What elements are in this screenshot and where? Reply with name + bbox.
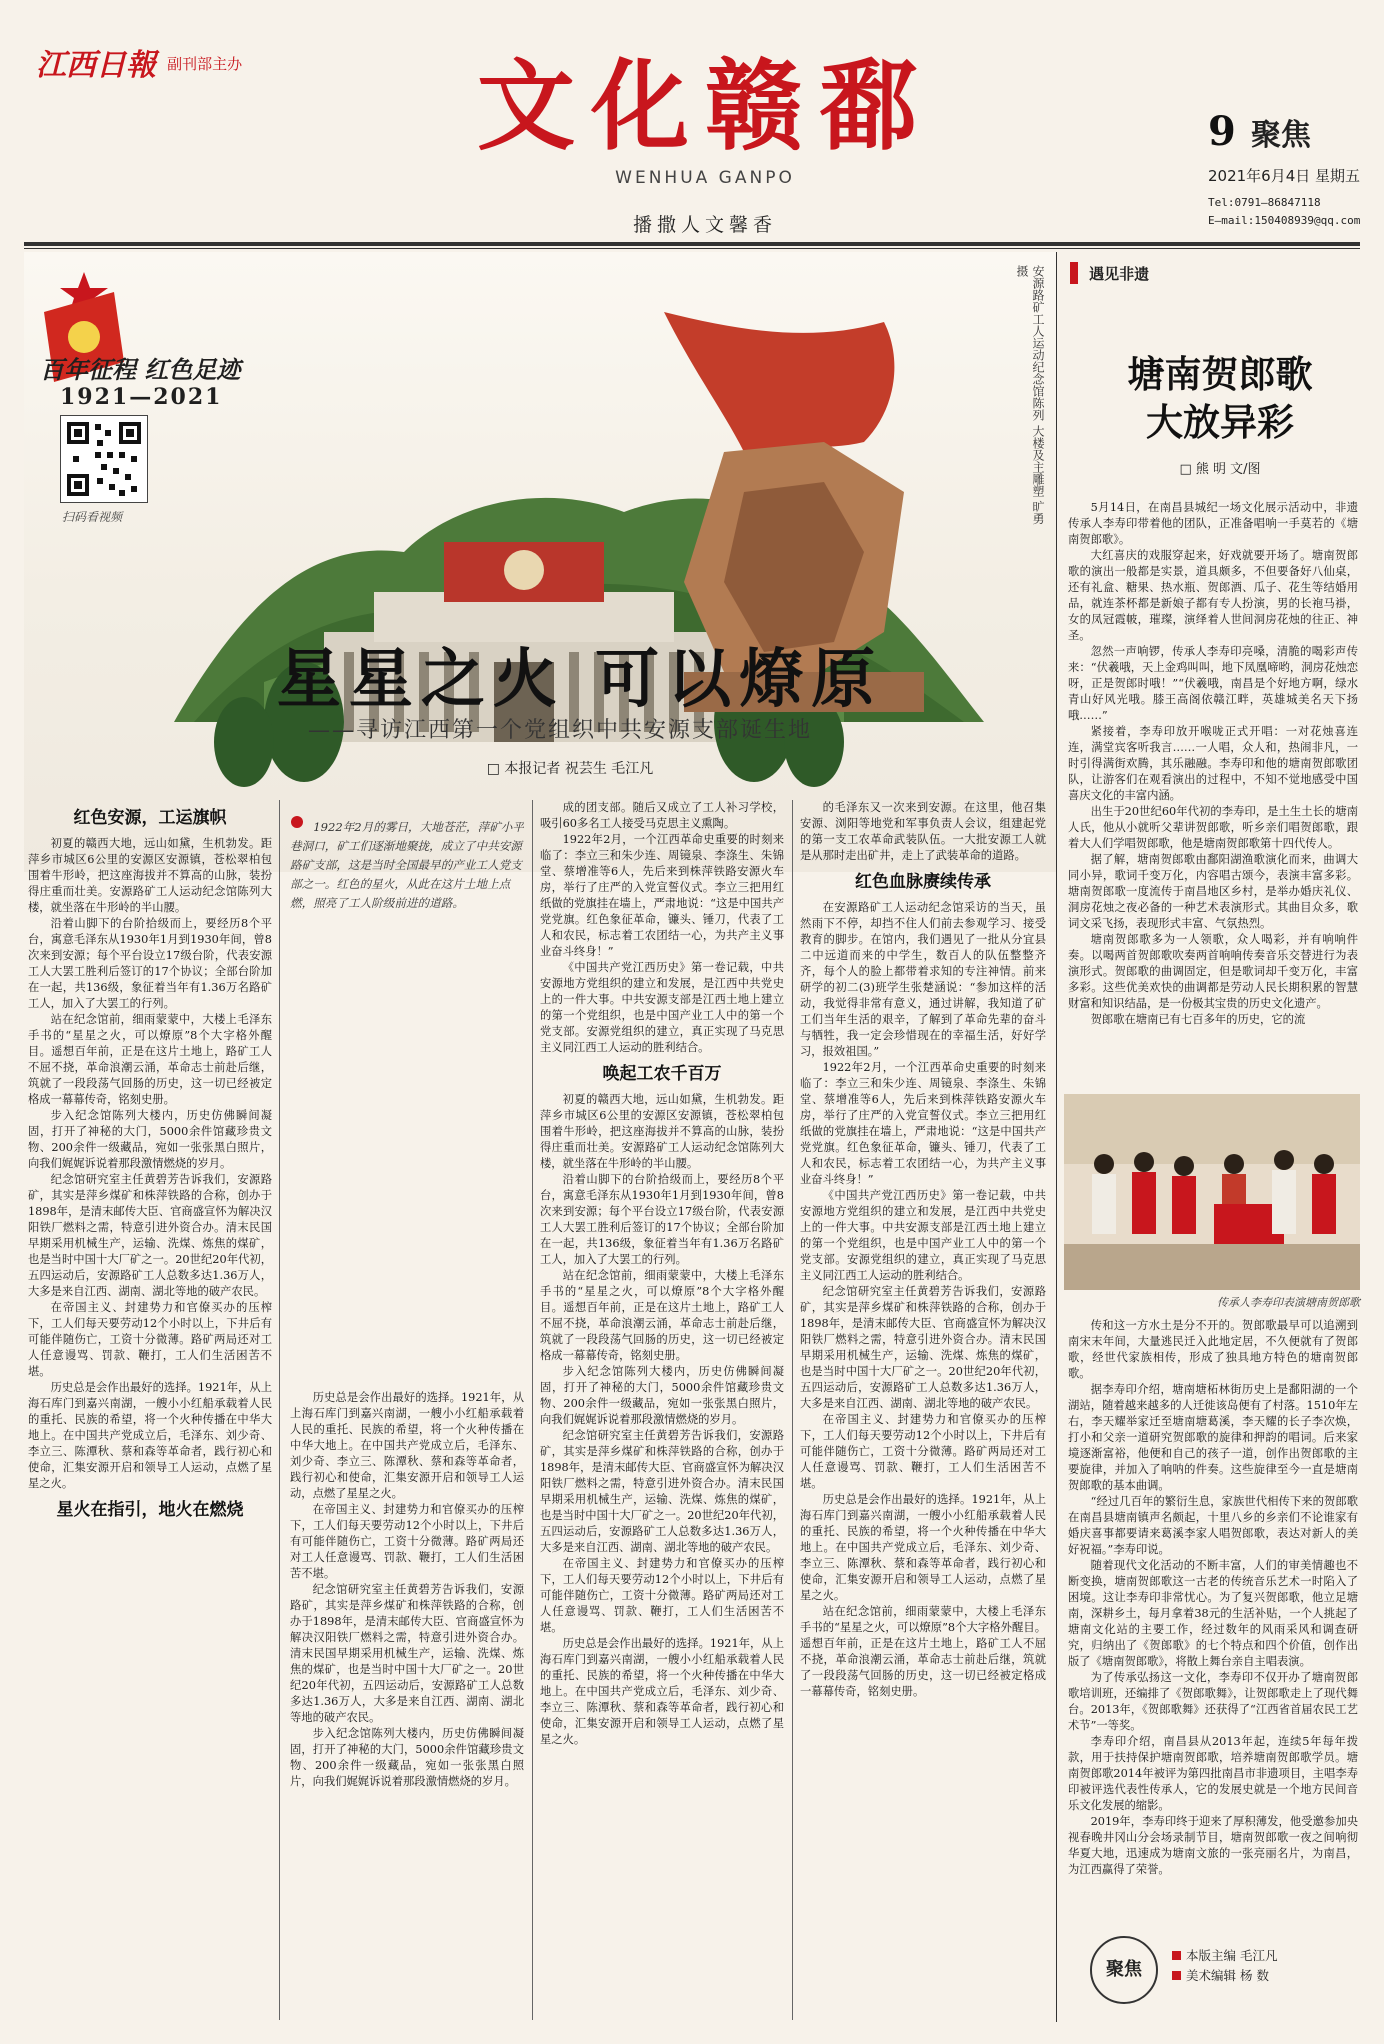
paragraph: 大红喜庆的戏服穿起来，好戏就要开场了。塘南贺郎歌的演出一般都是实景，道具颇多，不但要备好八仙桌，还有礼盒、糖果、热水瓶、贺郎酒、瓜子、花生等结婚用品，就连茶杯都是新娘子都有专人扮演，男的长袍马褂，女的凤冠霞帔，璀璨，演绎着人世间洞房花烛的往正、神圣。 — [1068, 549, 1358, 642]
article-callout: 1922年2月的雾日，大地苍茫，萍矿小平巷洞口，矿工们逐渐地聚拢，成立了中共安源路矿支部，这是当时全国最早的产业工人党支部之一。红色的星火，从此在这片土地上点燃，照亮了工人阶级前进的道路。 — [290, 820, 524, 910]
column-divider — [279, 800, 280, 2020]
contact-tel: Tel:0791—86847118 — [1208, 196, 1321, 209]
paragraph: 1922年2月，一个江西革命史重要的时刻来临了：李立三和朱少连、周镜泉、李涤生、朱锦堂、蔡增准等6人，先后来到株萍铁路安源火车房，举行了庄严的入党宣誓仪式。李立三把用红纸做的党旗挂在墙上，严肃地说：“这是中国共产党党旗。红色象征革命，镰头、锤刀，代表了工人和农民，标志着工农团结一心，为共产主义事业奋斗终身！” — [800, 1061, 1046, 1186]
paragraph: 成的团支部。随后又成立了工人补习学校，吸引60多名工人接受马克思主义熏陶。 — [540, 801, 784, 830]
paragraph: 沿着山脚下的台阶拾级而上，要经历8个平台，寓意毛泽东从1930年1月到1930年间，曾8次来到安源；每个平台设立17级台阶，代表安源工人大罢工胜利后签订的17个协议；全部台阶加在一起，共136级，象征着当年有1.36万名路矿工人，加入了大罢工的行列。 — [540, 1173, 784, 1266]
column-divider — [792, 800, 793, 2020]
paragraph: 5月14日，在南昌县城纪一场文化展示活动中，非遗传承人李寿印带着他的团队，正准备唱响一手莫若的《塘南贺郎歌》。 — [1068, 501, 1358, 546]
designer-name: 杨 数 — [1240, 1968, 1269, 1983]
sidebar-title-line: 塘南贺郎歌 — [1127, 352, 1313, 396]
article-column-3 — [540, 800, 784, 2020]
article-byline: □ 本报记者 祝芸生 毛江凡 — [486, 761, 654, 777]
paragraph: 初夏的赣西大地，远山如黛，生机勃发。距萍乡市城区6公里的安源区安源镇，苍松翠柏包围着牛形岭，把这座海拔并不算高的山脉，装扮得庄重而壮美。安源路矿工人运动纪念馆陈列大楼，就坐落在牛形岭的半山腰。 — [28, 837, 272, 914]
article-column-1 — [28, 800, 272, 2020]
section-title: 文化赣鄱 — [476, 49, 933, 164]
paragraph: 历史总是会作出最好的选择。1921年，从上海石库门到嘉兴南湖，一艘小小红船承载着人民的重托、民族的希望，将一个火种传播在中华大地上。在中国共产党成立后，毛泽东、刘少奇、李立三、陈潭秋、蔡和森等革命者，践行初心和使命，汇集安源开启和领导工人运动，点燃了星星之火。 — [540, 1637, 784, 1746]
section-slogan: 播撒人文馨香 — [632, 214, 777, 236]
paragraph: 在帝国主义、封建势力和官僚买办的压榨下，工人们每天要劳动12个小时以上，下井后有可能伴随伤亡，工资十分微薄。路矿两局还对工人任意谩骂、罚款、鞭打，工人们生活困苦不堪。 — [800, 1413, 1046, 1490]
paragraph: 贺郎歌在塘南已有七百多年的历史，它的流 — [1090, 1013, 1306, 1026]
quote-icon — [290, 815, 304, 829]
column-divider — [532, 800, 533, 2020]
sidebar-column-top — [1068, 500, 1358, 1085]
paragraph: 历史总是会作出最好的选择。1921年，从上海石库门到嘉兴南湖，一艘小小红船承载着人民的重托、民族的希望，将一个火种传播在中华大地上。在中国共产党成立后，毛泽东、刘少奇、李立三、陈潭秋、蔡和森等革命者，践行初心和使命，汇集安源开启和领导工人运动，点燃了星星之火。 — [800, 1493, 1046, 1602]
section-heading: 星火在指引，地火在燃烧 — [56, 1500, 244, 1520]
qr-code[interactable] — [60, 415, 148, 503]
sidebar-byline: □ 熊 明 文/图 — [1179, 462, 1261, 477]
paragraph: 紧接着，李寿印放开喉咙正式开唱：一对花烛喜连连，满堂宾客听我言……一人唱，众人和，热闹非凡，一时引得满街欢腾，其乐融融。李寿印和他的塘南贺郎歌团队，让游客们在观看演出的过程中，不知不觉地感受中国喜庆文化的丰富内涵。 — [1068, 725, 1358, 802]
sidebar-divider — [1056, 252, 1057, 2022]
paragraph: 沿着山脚下的台阶拾级而上，要经历8个平台，寓意毛泽东从1930年1月到1930年间，曾8次来到安源；每个平台设立17级台阶，代表安源工人大罢工胜利后签订的17个协议；全部台阶加在一起，共136级，象征着当年有1.36万名路矿工人，加入了大罢工的行列。 — [28, 917, 272, 1010]
article-column-2 — [290, 1390, 524, 2020]
masthead-right — [1208, 108, 1378, 230]
masthead-rule-thin — [24, 248, 1360, 249]
paragraph: 传和这一方水土是分不开的。贺郎歌最早可以追溯到南宋末年间，大量逃民迁入此地定居，不久便就有了贺郎歌，经世代家族相传，形成了独具地方特色的塘南贺郎歌。 — [1068, 1319, 1358, 1380]
hero-illustration — [24, 252, 1056, 872]
article-subheadline: ——寻访江西第一个党组织中共安源支部诞生地 — [307, 718, 812, 743]
paragraph: 据李寿印介绍，塘南塘柘林街历史上是鄱阳湖的一个湖站，随着越来越多的人迁徙该岛便有了村落。1510年左右，李天耀举家迁至塘南塘葛溪，李天耀的长子李次焕，打小和父亲一道研究贺郎歌的旋律和押韵的唱词。后来家境逐渐富裕，他便和自己的孩子一道，创作出贺郎歌的主要旋律，并加入了响呐的件奏。这些旋律至今一直是塘南贺郎歌的基本曲调。 — [1068, 1383, 1358, 1492]
sidebar-photo — [1064, 1094, 1360, 1290]
paragraph: 步入纪念馆陈列大楼内，历史仿佛瞬间凝固，打开了神秘的大门，5000余件馆藏珍贵文物、200余件一级藏品，宛如一张张黑白照片，向我们娓娓诉说着那段激情燃烧的岁月。 — [290, 1727, 524, 1788]
paragraph: 在安源路矿工人运动纪念馆采访的当天，虽然雨下不停，却挡不住人们前去参观学习、接受教育的脚步。在馆内，我们遇见了一批从分宜县二中远道而来的中学生，数百人的队伍整整齐齐，每个人的脸上都带着求知的专注神情。前来研学的初二(3)班学生张楚涵说：“参加这样的活动，我觉得非常有意义，通过讲解，我知道了矿工们当年生活的艰辛，了解到了革命先辈的奋斗与牺牲，我一定会珍惜现在的幸福生活，好好学习，报效祖国。” — [800, 901, 1046, 1058]
paragraph: 的毛泽东又一次来到安源。在这里，他召集安源、浏阳等地党和军事负责人会议，组建起党的第一支工农革命武装队伍。一大批安源工人就是从那时走出矿井，走上了武装革命的道路。 — [800, 801, 1046, 862]
paragraph: 1922年2月，一个江西革命史重要的时刻来临了：李立三和朱少连、周镜泉、李涤生、朱锦堂、蔡增准等6人，先后来到株萍铁路安源火车房，举行了庄严的入党宣誓仪式。李立三把用红纸做的党旗挂在墙上，严肃地说：“这是中国共产党党旗。红色象征革命，镰头、锤刀，代表了工人和农民，标志着工农团结一心，为共产主义事业奋斗终身！” — [540, 833, 784, 958]
photo-caption: 安源路矿工人运动纪念馆陈列 大楼及主雕塑 旷勇 摄 — [1015, 265, 1045, 525]
editor-name: 毛江凡 — [1240, 1948, 1278, 1963]
paragraph: 在帝国主义、封建势力和官僚买办的压榨下，工人们每天要劳动12个小时以上，下井后有可能伴随伤亡，工资十分微薄。路矿两局还对工人任意谩骂、罚款、鞭打，工人们生活困苦不堪。 — [290, 1503, 524, 1580]
paragraph: 李寿印介绍，南昌县从2013年起，连续5年每年拨款，用于扶持保护塘南贺郎歌，培养塘南贺郎歌学员。塘南贺郎歌2014年被评为第四批南昌市非遗项目，主唱李寿印被评选代表性传承人，它的发展史就是一个地方民间音乐文化发展的缩影。 — [1068, 1735, 1358, 1812]
paragraph: 忽然一声响锣，传承人李寿印亮嗓，清脆的喝彩声传来：“伏羲哦，天上金鸡叫叫，地下凤凰啼哟，洞房花烛恋呀，正是贺郎时哦！”“伏羲哦，南昌是个好地方啊，绿水青山好风光哦。膝王高阁依赣江畔，英雄城美名天下扬哦……” — [1068, 645, 1358, 722]
section-heading: 红色安源，工运旗帜 — [73, 808, 227, 828]
paper-logo: 江西日報 — [36, 48, 156, 83]
paragraph: 在帝国主义、封建势力和官僚买办的压榨下，工人们每天要劳动12个小时以上，下井后有可能伴随伤亡，工资十分微薄。路矿两局还对工人任意谩骂、罚款、鞭打，工人们生活困苦不堪。 — [540, 1557, 784, 1634]
series-years: 1921—2021 — [60, 384, 223, 410]
paragraph: 纪念馆研究室主任黄碧芳告诉我们，安源路矿，其实是萍乡煤矿和株萍铁路的合称，创办于1898年，是清末邮传大臣、官商盛宣怀为解决汉阳铁厂燃料之需，特意引进外资合办。清末民国早期采用机械生产，运输、洗煤、炼焦的煤矿，也是当时中国十大厂矿之一。20世纪20年代初，五四运动后，安源路矿工人总数多达1.36万人，大多是来自江西、湖南、湖北等地的破产农民。 — [28, 1173, 272, 1298]
performance-photo — [1064, 1094, 1360, 1290]
series-title: 百年征程 红色足迹 — [40, 355, 241, 384]
paragraph: 出生于20世纪60年代初的李寿印，是土生土长的塘南人氏，他从小就听父辈讲贺郎歌，听乡亲们唱贺郎歌，跟着大人们学唱贺郎歌，他是塘南贺郎歌第十四代传人。 — [1068, 805, 1358, 850]
qr-caption: 扫码看视频 — [62, 510, 123, 524]
issue-date: 2021年6月4日 星期五 — [1208, 167, 1361, 185]
section-heading: 唤起工农千百万 — [602, 1064, 722, 1084]
paragraph: 站在纪念馆前，细雨蒙蒙中，大楼上毛泽东手书的“星星之火，可以燎原”8个大字格外醒目。遥想百年前，正是在这片土地上，路矿工人不屈不挠，革命浪潮云涌，革命志士前赴后继，筑就了一段段荡气回肠的历史，这一切已经被定格成一幕幕传奇，铭刻史册。 — [540, 1269, 784, 1362]
paragraph: 步入纪念馆陈列大楼内，历史仿佛瞬间凝固，打开了神秘的大门，5000余件馆藏珍贵文物、200余件一级藏品，宛如一张张黑白照片，向我们娓娓诉说着那段激情燃烧的岁月。 — [28, 1109, 272, 1170]
paragraph: “经过几百年的繁衍生息，家族世代相传下来的贺郎歌在南昌县塘南镇声名颇起，十里八乡的乡亲们不论谁家有婚庆喜事都要请来葛溪李家人唱贺郎歌，表达对新人的美好祝福。”李寿印说。 — [1068, 1495, 1358, 1556]
paragraph: 站在纪念馆前，细雨蒙蒙中，大楼上毛泽东手书的“星星之火，可以燎原”8个大字格外醒目。遥想百年前，正是在这片土地上，路矿工人不屈不挠，革命浪潮云涌，革命志士前赴后继，筑就了一段段荡气回肠的历史，这一切已经被定格成一幕幕传奇，铭刻史册。 — [28, 1013, 272, 1106]
paragraph: 纪念馆研究室主任黄碧芳告诉我们，安源路矿，其实是萍乡煤矿和株萍铁路的合称，创办于1898年，是清末邮传大臣、官商盛宣怀为解决汉阳铁厂燃料之需，特意引进外资合办。清末民国早期采用机械生产，运输、洗煤、炼焦的煤矿，也是当时中国十大厂矿之一。20世纪20年代初，五四运动后，安源路矿工人总数多达1.36万人，大多是来自江西、湖南、湖北等地的破产农民。 — [290, 1583, 524, 1724]
paragraph: 《中国共产党江西历史》第一卷记载，中共安源地方党组织的建立和发展，是江西中共党史上的一件大事。中共安源支部是江西土地上建立的第一个党组织，也是中国产业工人中的第一个党支部。安源党组织的建立，真正实现了马克思主义同江西工人运动的胜利结合。 — [540, 961, 784, 1054]
article-headline: 星星之火 可以燎原 — [276, 642, 884, 717]
paper-subtitle: 副刊部主办 — [167, 55, 243, 73]
sidebar-title — [1080, 350, 1360, 446]
paragraph: 《中国共产党江西历史》第一卷记载，中共安源地方党组织的建立和发展，是江西中共党史上的一件大事。中共安源支部是江西土地上建立的第一个党组织，也是中国产业工人中的第一个党支部。安源党组织的建立，真正实现了马克思主义同江西工人运动的胜利结合。 — [800, 1189, 1046, 1282]
sidebar-photo-caption: 传承人李寿印表演塘南贺郎歌 — [1217, 1296, 1360, 1309]
paragraph: 步入纪念馆陈列大楼内，历史仿佛瞬间凝固，打开了神秘的大门，5000余件馆藏珍贵文物、200余件一级藏品，宛如一张张黑白照片，向我们娓娓诉说着那段激情燃烧的岁月。 — [540, 1365, 784, 1426]
paragraph: 历史总是会作出最好的选择。1921年，从上海石库门到嘉兴南湖，一艘小小红船承载着人民的重托、民族的希望，将一个火种传播在中华大地上。在中国共产党成立后，毛泽东、刘少奇、李立三、陈潭秋、蔡和森等革命者，践行初心和使命，汇集安源开启和领导工人运动，点燃了星星之火。 — [290, 1391, 524, 1500]
paragraph: 初夏的赣西大地，远山如黛，生机勃发。距萍乡市城区6公里的安源区安源镇，苍松翠柏包围着牛形岭，把这座海拔并不算高的山脉，装扮得庄重而壮美。安源路矿工人运动纪念馆陈列大楼，就坐落在牛形岭的半山腰。 — [540, 1093, 784, 1170]
sidebar-column-bottom — [1068, 1318, 1358, 1928]
editor-line — [1172, 1946, 1278, 1966]
contact-email: E—mail:150408939@qq.com — [1208, 214, 1361, 227]
section-seal-logo: 聚焦 — [1090, 1936, 1158, 2004]
masthead-rule — [24, 242, 1360, 246]
designer-line — [1172, 1966, 1278, 1986]
paragraph: 随着现代文化活动的不断丰富，人们的审美情趣也不断变换，塘南贺郎歌这一古老的传统音乐艺术一时陷入了困境。这让李寿印非常忧心。为了复兴贺郎歌，他立足塘南，深耕乡土，每月拿着38元的生活补贴，一个人挑起了塘南文化站的主要工作，经过数年的风雨采风和调查研究，归纳出了《贺郎歌》的七个特点和四个价值，创作出版了《塘南贺郎歌》，将散上舞台亲自主唱表演。 — [1068, 1559, 1358, 1668]
qr-code-icon — [61, 416, 147, 502]
paragraph: 纪念馆研究室主任黄碧芳告诉我们，安源路矿，其实是萍乡煤矿和株萍铁路的合称，创办于1898年，是清末邮传大臣、官商盛宣怀为解决汉阳铁厂燃料之需，特意引进外资合办。清末民国早期采用机械生产，运输、洗煤、炼焦的煤矿，也是当时中国十大厂矿之一。20世纪20年代初，五四运动后，安源路矿工人总数多达1.36万人，大多是来自江西、湖南、湖北等地的破产农民。 — [540, 1429, 784, 1554]
paragraph: 2019年，李寿印终于迎来了厚积薄发，他受邀参加央视春晚井冈山分会场录制节目，塘南贺郎歌一夜之间响彻华夏大地，迅速成为塘南文旅的一张亮丽名片，为南昌，为江西赢得了荣誉。 — [1068, 1815, 1358, 1876]
editor-label: 本版主编 — [1186, 1948, 1237, 1963]
page-section-name: 聚焦 — [1250, 118, 1311, 153]
sidebar-tag — [1070, 262, 1360, 300]
hero-photo — [24, 252, 1056, 872]
paragraph: 在帝国主义、封建势力和官僚买办的压榨下，工人们每天要劳动12个小时以上，下井后有可能伴随伤亡，工资十分微薄。路矿两局还对工人任意谩骂、罚款、鞭打，工人们生活困苦不堪。 — [28, 1301, 272, 1378]
sidebar-tag-label: 遇见非遗 — [1089, 264, 1150, 283]
paragraph: 历史总是会作出最好的选择。1921年，从上海石库门到嘉兴南湖，一艘小小红船承载着人民的重托、民族的希望，将一个火种传播在中华大地上。在中国共产党成立后，毛泽东、刘少奇、李立三、陈潭秋、蔡和森等革命者，践行初心和使命，汇集安源开启和领导工人运动，点燃了星星之火。 — [28, 1381, 272, 1490]
masthead-left — [36, 40, 296, 90]
designer-label: 美术编辑 — [1186, 1968, 1237, 1983]
paragraph: 纪念馆研究室主任黄碧芳告诉我们，安源路矿，其实是萍乡煤矿和株萍铁路的合称，创办于1898年，是清末邮传大臣、官商盛宣怀为解决汉阳铁厂燃料之需，特意引进外资合办。清末民国早期采用机械生产，运输、洗煤、炼焦的煤矿，也是当时中国十大厂矿之一。20世纪20年代初，五四运动后，安源路矿工人总数多达1.36万人，大多是来自江西、湖南、湖北等地的破产农民。 — [800, 1285, 1046, 1410]
paragraph: 为了传承弘扬这一文化，李寿印不仅开办了塘南贺郎歌培训班，还编排了《贺郎歌舞》，让贺郎歌走上了现代舞台。2013年，《贺郎歌舞》还获得了“江西省首届农民工艺术节”一等奖。 — [1068, 1671, 1358, 1732]
sidebar-title-line: 大放异彩 — [1146, 400, 1294, 444]
tag-marker-icon — [1070, 262, 1078, 284]
paragraph: 站在纪念馆前，细雨蒙蒙中，大楼上毛泽东手书的“星星之火，可以燎原”8个大字格外醒目。遥想百年前，正是在这片土地上，路矿工人不屈不挠，革命浪潮云涌，革命志士前赴后继，筑就了一段段荡气回肠的历史，这一切已经被定格成一幕幕传奇，铭刻史册。 — [800, 1605, 1046, 1698]
section-heading: 红色血脉赓续传承 — [855, 872, 991, 892]
page-number: 9 — [1208, 108, 1236, 155]
editor-credits — [1090, 1936, 1360, 2016]
section-pinyin: WENHUA GANPO — [615, 168, 795, 188]
paragraph: 据了解，塘南贺郎歌由鄱阳湖渔歌演化而来，曲调大同小异，歌词千变万化，内容唱古颂今，表演丰富多彩。塘南贺郎歌一度流传于南昌地区乡村，是举办婚庆礼仪、洞房花烛之夜必备的一种艺术表演形式。其曲目众多，歌词文采飞扬，表现形式丰富、气氛热烈。 — [1068, 853, 1358, 930]
paragraph: 塘南贺郎歌多为一人领歌，众人喝彩，并有响响件奏。以喝两首贺郎歌吹奏两首响响传奏音乐交替进行为表演形式。贺郎歌的曲调固定，但是歌词却千变万化，丰富多彩。这些优美欢快的曲调都是劳动人民长期积累的智慧财富和知识结晶，是一份极其宝贵的历史文化遗产。 — [1068, 933, 1358, 1010]
article-column-4 — [800, 800, 1046, 2020]
